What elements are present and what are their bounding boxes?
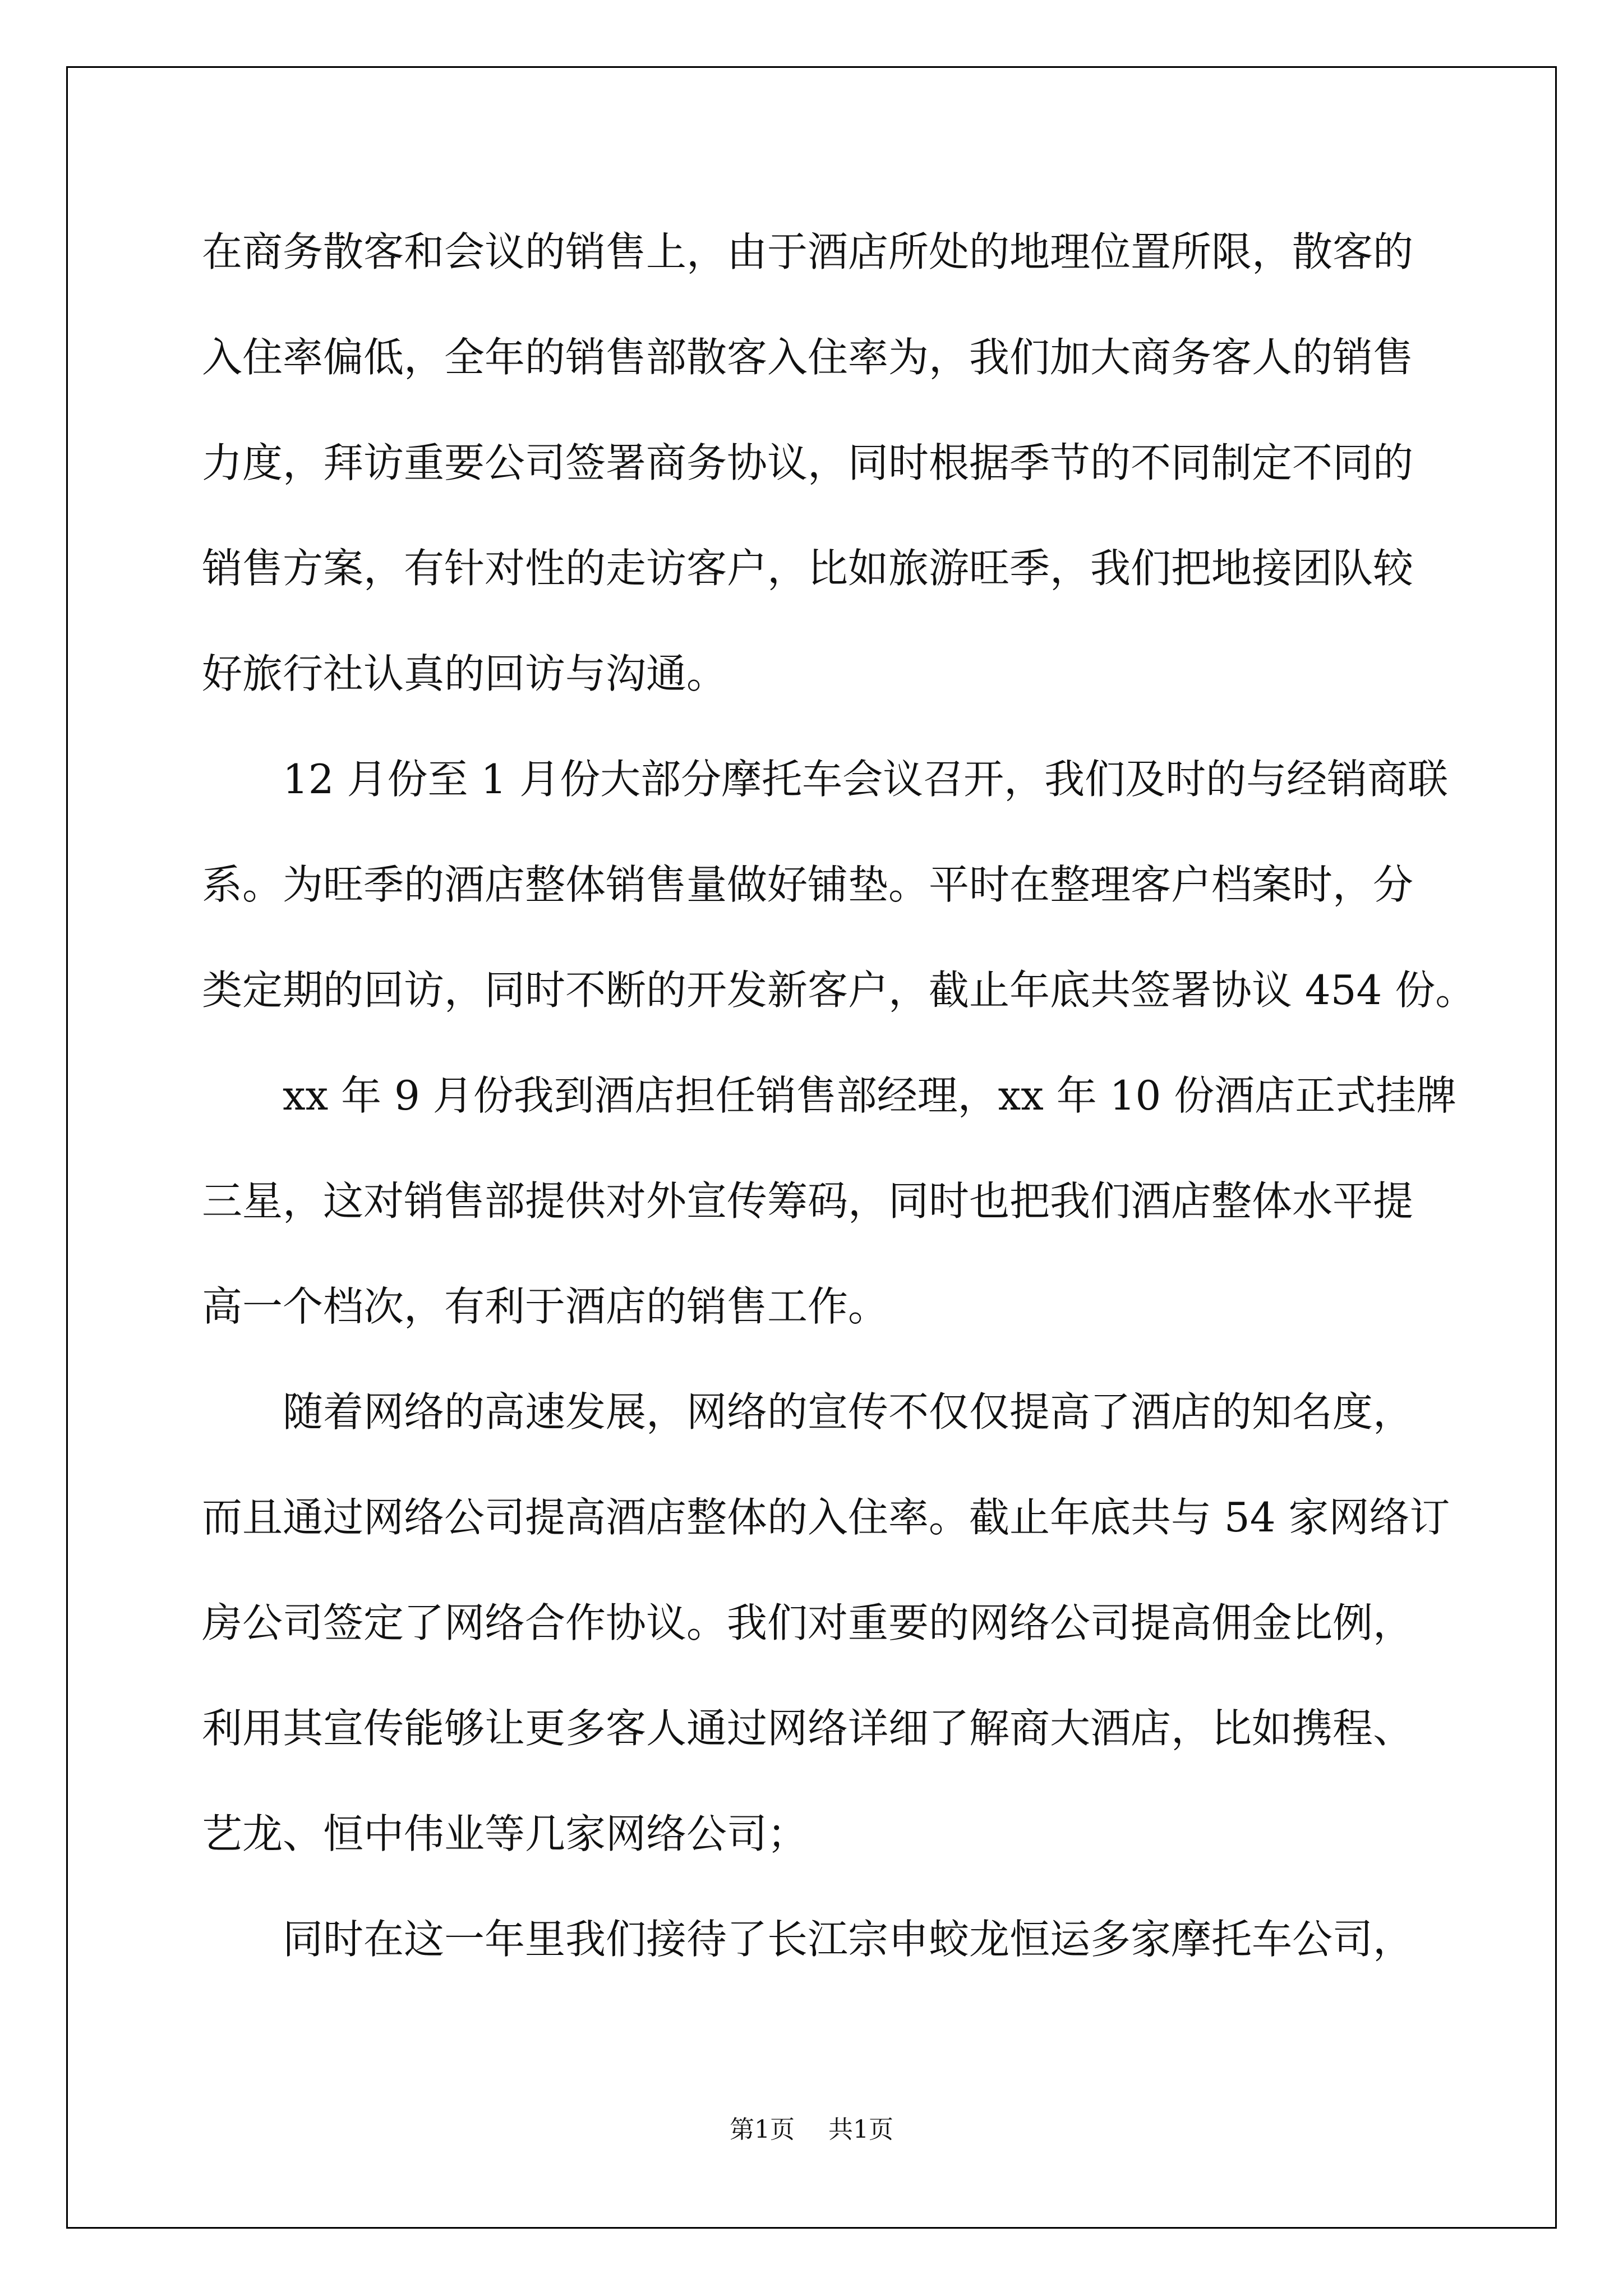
text-line: 销售方案，有针对性的走访客户，比如旅游旺季，我们把地接团队较	[202, 545, 1414, 592]
page-footer	[0, 2109, 1623, 2145]
text-line: 在商务散客和会议的销售上，由于酒店所处的地理位置所限，散客的	[202, 228, 1414, 275]
text-line: 力度，拜访重要公司签署商务协议，同时根据季节的不同制定不同的	[202, 439, 1414, 486]
text-line: 利用其宣传能够让更多客人通过网络详细了解商大酒店，比如携程、	[202, 1705, 1414, 1752]
text-line: 入住率偏低，全年的销售部散客入住率为，我们加大商务客人的销售	[202, 334, 1414, 381]
text-line: 类定期的回访，同时不断的开发新客户，截止年底共签署协议 454 份。	[202, 967, 1476, 1014]
text-line: 艺龙、恒中伟业等几家网络公司；	[202, 1810, 808, 1857]
paragraph-first-line: 随着网络的高速发展，网络的宣传不仅仅提高了酒店的知名度，	[283, 1388, 1414, 1435]
text-line: 好旅行社认真的回访与沟通。	[202, 650, 727, 697]
paragraph-first-line: xx 年 9 月份我到酒店担任销售部经理，xx 年 10 份酒店正式挂牌	[283, 1072, 1457, 1119]
text-line: 系。为旺季的酒店整体销售量做好铺垫。平时在整理客户档案时，分	[202, 861, 1414, 908]
paragraph-first-line: 12 月份至 1 月份大部分摩托车会议召开，我们及时的与经销商联	[283, 756, 1449, 803]
text-line: 三星，这对销售部提供对外宣传筹码，同时也把我们酒店整体水平提	[202, 1177, 1414, 1225]
paragraph-first-line: 同时在这一年里我们接待了长江宗申蛟龙恒运多家摩托车公司，	[283, 1916, 1414, 1963]
page-total: 共1页	[828, 2115, 893, 2144]
text-line: 而且通过网络公司提高酒店整体的入住率。截止年底共与 54 家网络订	[202, 1494, 1450, 1541]
text-line: 高一个档次，有利于酒店的销售工作。	[202, 1283, 889, 1330]
page-number: 第1页	[730, 2115, 795, 2144]
text-line: 房公司签定了网络合作协议。我们对重要的网络公司提高佣金比例，	[202, 1599, 1414, 1646]
document-body	[202, 199, 1476, 1992]
